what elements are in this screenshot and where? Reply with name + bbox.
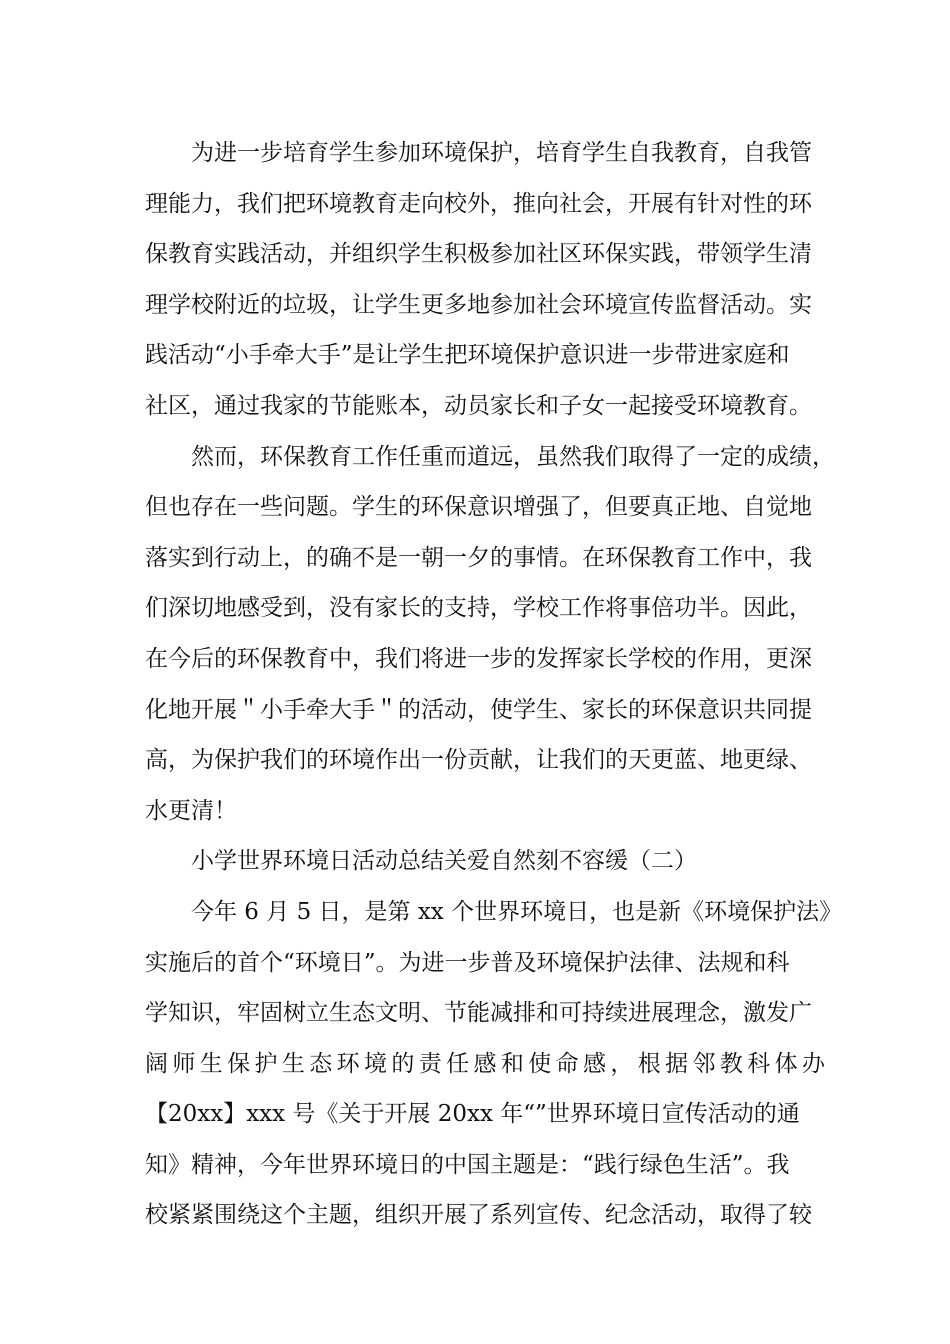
paragraph-3-line-5: 【20xx】xxx 号《关于开展 20xx 年“”世界环境日宣传活动的通 [145,1101,800,1128]
section-heading: 小学世界环境日活动总结关爱自然刻不容缓（二） [191,848,697,875]
paragraph-3-line-7: 校紧紧围绕这个主题，组织开展了系列宣传、纪念活动，取得了较 [145,1202,812,1229]
paragraph-2-line-1: 然而，环保教育工作任重而道远，虽然我们取得了一定的成绩， [191,443,835,470]
paragraph-1-line-3: 保教育实践活动，并组织学生积极参加社区环保实践，带领学生清 [145,241,812,268]
paragraph-2-line-8: 水更清！ [145,797,237,824]
paragraph-2-line-3: 落实到行动上，的确不是一朝一夕的事情。在环保教育工作中，我 [145,544,812,571]
paragraph-1-line-5: 践活动“小手牵大手”是让学生把环境保护意识进一步带进家庭和 [145,342,790,369]
paragraph-2-line-6: 化地开展＂小手牵大手＂的活动，使学生、家长的环保意识共同提 [145,696,812,723]
paragraph-1-line-6: 社区，通过我家的节能账本，动员家长和子女一起接受环境教育。 [145,392,812,419]
paragraph-3-line-2: 实施后的首个“环境日”。为进一步普及环境保护法律、法规和科 [145,949,790,976]
paragraph-1-line-2: 理能力，我们把环境教育走向校外，推向社会，开展有针对性的环 [145,190,812,217]
document-body [145,128,843,1241]
paragraph-2-line-4: 们深切地感受到，没有家长的支持，学校工作将事倍功半。因此， [145,595,812,622]
paragraph-3-line-6: 知》精神，今年世界环境日的中国主题是：“践行绿色生活”。我 [145,1151,790,1178]
paragraph-2-line-5: 在今后的环保教育中，我们将进一步的发挥家长学校的作用，更深 [145,645,812,672]
paragraph-1-line-4: 理学校附近的垃圾，让学生更多地参加社会环境宣传监督活动。实 [145,291,812,318]
paragraph-2-line-2: 但也存在一些问题。学生的环保意识增强了，但要真正地、自觉地 [145,494,812,521]
paragraph-3-line-4: 阔师生保护生态环境的责任感和使命感，根据邻教科体办 [145,1050,825,1077]
paragraph-3-line-1: 今年 6 月 5 日，是第 xx 个世界环境日，也是新《环境保护法》 [191,898,843,925]
paragraph-1-line-1: 为进一步培育学生参加环境保护，培育学生自我教育，自我管 [191,140,812,166]
paragraph-3-line-3: 学知识，牢固树立生态文明、节能减排和可持续进展理念，激发广 [145,1000,812,1027]
paragraph-2-line-7: 高，为保护我们的环境作出一份贡献，让我们的天更蓝、地更绿、 [145,747,812,774]
